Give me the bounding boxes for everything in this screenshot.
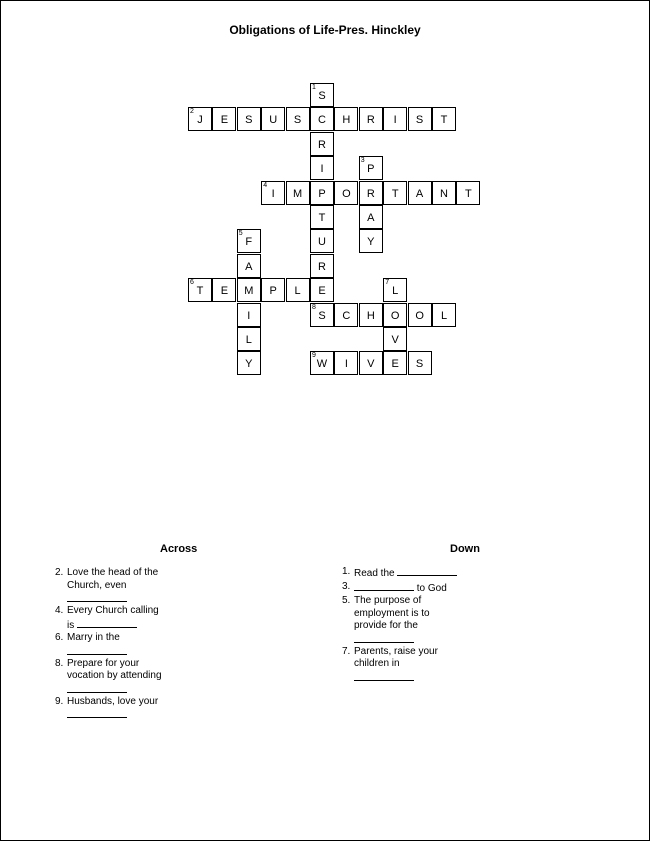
cell-letter: L <box>245 334 252 346</box>
cell-letter: I <box>344 358 348 371</box>
crossword-cell[interactable] <box>359 156 383 180</box>
crossword-cell[interactable] <box>334 107 358 131</box>
cell-letter: S <box>415 358 424 371</box>
crossword-cell[interactable] <box>237 229 261 253</box>
clue-item-number: 6. <box>55 632 64 643</box>
crossword-cell[interactable] <box>237 327 261 351</box>
clue-item <box>55 658 179 696</box>
cell-letter: L <box>392 285 399 298</box>
crossword-cell[interactable] <box>383 351 407 375</box>
cell-letter: V <box>391 334 399 346</box>
crossword-cell[interactable] <box>310 229 334 253</box>
clue-number: 8 <box>312 303 316 311</box>
cell-letter: A <box>245 260 253 273</box>
clue-item-number: 4. <box>55 605 64 616</box>
crossword-cell[interactable] <box>310 181 334 205</box>
cell-letter: R <box>318 138 326 151</box>
cell-letter: S <box>318 90 326 102</box>
crossword-cell[interactable] <box>334 181 358 205</box>
clue-item-text: Parents, raise your children in <box>354 646 464 684</box>
cell-letter: S <box>318 309 326 322</box>
crossword-cell[interactable] <box>383 107 407 131</box>
clue-item <box>55 696 179 722</box>
cell-letter: C <box>342 309 351 322</box>
crossword-cell[interactable] <box>310 351 334 375</box>
cell-letter: H <box>366 309 375 322</box>
crossword-cell[interactable] <box>383 327 407 351</box>
cell-letter: S <box>415 114 424 127</box>
cell-letter: I <box>247 309 251 322</box>
clue-item <box>342 581 464 596</box>
answer-blank <box>67 592 127 602</box>
cell-letter: O <box>342 187 351 200</box>
cell-letter: T <box>440 114 448 127</box>
cell-letter: R <box>366 187 375 200</box>
cell-letter: P <box>318 187 326 200</box>
clue-item-text: Love the head of the Church, even <box>67 567 179 605</box>
crossword-cell[interactable] <box>310 156 334 180</box>
answer-blank <box>354 633 414 643</box>
crossword-cell[interactable] <box>237 278 261 302</box>
crossword-cell[interactable] <box>359 205 383 229</box>
crossword-cell[interactable] <box>310 83 334 107</box>
crossword-cell[interactable] <box>408 107 432 131</box>
cell-letter: I <box>320 163 324 176</box>
answer-blank <box>397 566 457 576</box>
crossword-cell[interactable] <box>310 107 334 131</box>
crossword-cell[interactable] <box>237 254 261 278</box>
crossword-cell[interactable] <box>310 132 334 156</box>
down-heading: Down <box>450 543 480 555</box>
clue-number: 7 <box>385 279 390 287</box>
cell-letter: I <box>271 187 275 200</box>
crossword-cell[interactable] <box>408 181 432 205</box>
across-heading: Across <box>160 543 198 555</box>
crossword-cell[interactable] <box>212 278 236 302</box>
clue-item-text: Every Church calling is <box>67 605 159 631</box>
crossword-cell[interactable] <box>188 278 212 302</box>
clue-number: 9 <box>312 352 316 360</box>
cell-letter: S <box>293 114 302 127</box>
clue-item-number: 9. <box>55 695 64 707</box>
clue-item-text: Husbands, love your <box>67 696 179 722</box>
clue-number: 5 <box>238 230 243 238</box>
cell-letter: R <box>318 260 326 273</box>
cell-letter: M <box>244 285 254 298</box>
cell-letter: U <box>269 114 278 127</box>
clue-item-text: Read the <box>354 566 464 581</box>
clue-item <box>342 566 464 581</box>
crossword-cell[interactable] <box>237 351 261 375</box>
down-clue-list <box>342 566 464 684</box>
crossword-cell[interactable] <box>310 303 334 327</box>
clue-item <box>55 632 179 658</box>
crossword-cell[interactable] <box>334 351 358 375</box>
cell-letter: E <box>220 114 229 127</box>
clue-number: 4 <box>263 181 268 189</box>
cell-letter: P <box>269 285 277 298</box>
answer-blank <box>354 581 414 591</box>
crossword-cell[interactable] <box>359 229 383 253</box>
cell-letter: L <box>294 285 301 298</box>
crossword-cell[interactable] <box>310 254 334 278</box>
clue-item-number: 1. <box>342 566 351 577</box>
crossword-cell[interactable] <box>432 181 456 205</box>
crossword-cell[interactable] <box>212 107 236 131</box>
cell-letter: R <box>366 114 375 127</box>
cell-letter: H <box>342 114 351 127</box>
cell-letter: E <box>220 285 229 298</box>
clue-item <box>342 646 464 684</box>
cell-letter: W <box>316 358 328 371</box>
cell-letter: Y <box>367 236 375 249</box>
crossword-cell[interactable] <box>359 303 383 327</box>
crossword-cell[interactable] <box>359 351 383 375</box>
crossword-cell[interactable] <box>237 303 261 327</box>
crossword-cell[interactable] <box>310 205 334 229</box>
crossword-cell[interactable] <box>310 278 334 302</box>
crossword-cell[interactable] <box>432 303 456 327</box>
crossword-cell[interactable] <box>286 181 310 205</box>
cell-letter: A <box>367 212 375 224</box>
crossword-grid <box>1 1 649 401</box>
clue-item <box>55 567 179 605</box>
cell-letter: F <box>245 236 253 249</box>
cell-letter: T <box>391 187 399 200</box>
answer-blank <box>354 671 414 681</box>
cell-letter: E <box>318 285 326 298</box>
cell-letter: C <box>318 114 326 127</box>
clue-number: 1 <box>312 84 316 91</box>
crossword-cell[interactable] <box>261 278 285 302</box>
crossword-cell[interactable] <box>334 303 358 327</box>
clue-item-text: The purpose of employment is to provide for the <box>354 595 464 646</box>
clue-number: 3 <box>360 157 365 165</box>
crossword-cell[interactable] <box>237 107 261 131</box>
clue-item-number: 7. <box>342 645 351 657</box>
clue-item-text: Prepare for your vocation by attending <box>67 658 179 696</box>
crossword-cell[interactable] <box>408 351 432 375</box>
crossword-cell[interactable] <box>456 181 480 205</box>
cell-letter: P <box>367 163 375 176</box>
crossword-cell[interactable] <box>261 107 285 131</box>
cell-letter: L <box>440 309 448 322</box>
cell-letter: E <box>391 358 399 371</box>
clue-item-number: 5. <box>342 595 351 606</box>
clue-item <box>55 605 179 632</box>
cell-letter: N <box>440 187 448 200</box>
crossword-cell[interactable] <box>383 303 407 327</box>
clue-item <box>342 595 464 646</box>
cell-letter: T <box>465 187 472 200</box>
cell-letter: O <box>415 309 424 322</box>
clue-item-text: to God <box>354 581 464 596</box>
cell-letter: I <box>393 114 397 127</box>
cell-letter: T <box>318 212 326 224</box>
cell-letter: J <box>197 114 203 127</box>
answer-blank <box>77 618 137 628</box>
cell-letter: S <box>245 114 253 127</box>
crossword-cell[interactable] <box>286 278 310 302</box>
clue-number: 2 <box>190 108 194 116</box>
crossword-cell[interactable] <box>261 181 285 205</box>
cell-letter: U <box>318 236 326 249</box>
crossword-cell[interactable] <box>383 278 407 302</box>
crossword-cell[interactable] <box>286 107 310 131</box>
cell-letter: V <box>367 358 375 371</box>
crossword-cell[interactable] <box>188 107 212 131</box>
page-title: Obligations of Life-Pres. Hinckley <box>229 23 421 37</box>
cell-letter: M <box>293 187 303 200</box>
clue-item-text: Marry in the <box>67 632 179 658</box>
crossword-cell[interactable] <box>359 181 383 205</box>
cell-letter: Y <box>245 358 253 371</box>
answer-blank <box>67 683 127 693</box>
answer-blank <box>67 708 127 718</box>
across-clue-list <box>55 567 179 721</box>
clue-item-number: 2. <box>55 567 64 578</box>
cell-letter: O <box>390 309 400 322</box>
clue-number: 6 <box>190 279 194 287</box>
clue-item-number: 8. <box>55 657 64 669</box>
crossword-cell[interactable] <box>432 107 456 131</box>
answer-blank <box>67 645 127 655</box>
crossword-cell[interactable] <box>383 181 407 205</box>
cell-letter: T <box>196 285 204 298</box>
cell-letter: A <box>415 187 424 200</box>
crossword-cell[interactable] <box>359 107 383 131</box>
clue-item-number: 3. <box>342 580 351 592</box>
crossword-cell[interactable] <box>408 303 432 327</box>
